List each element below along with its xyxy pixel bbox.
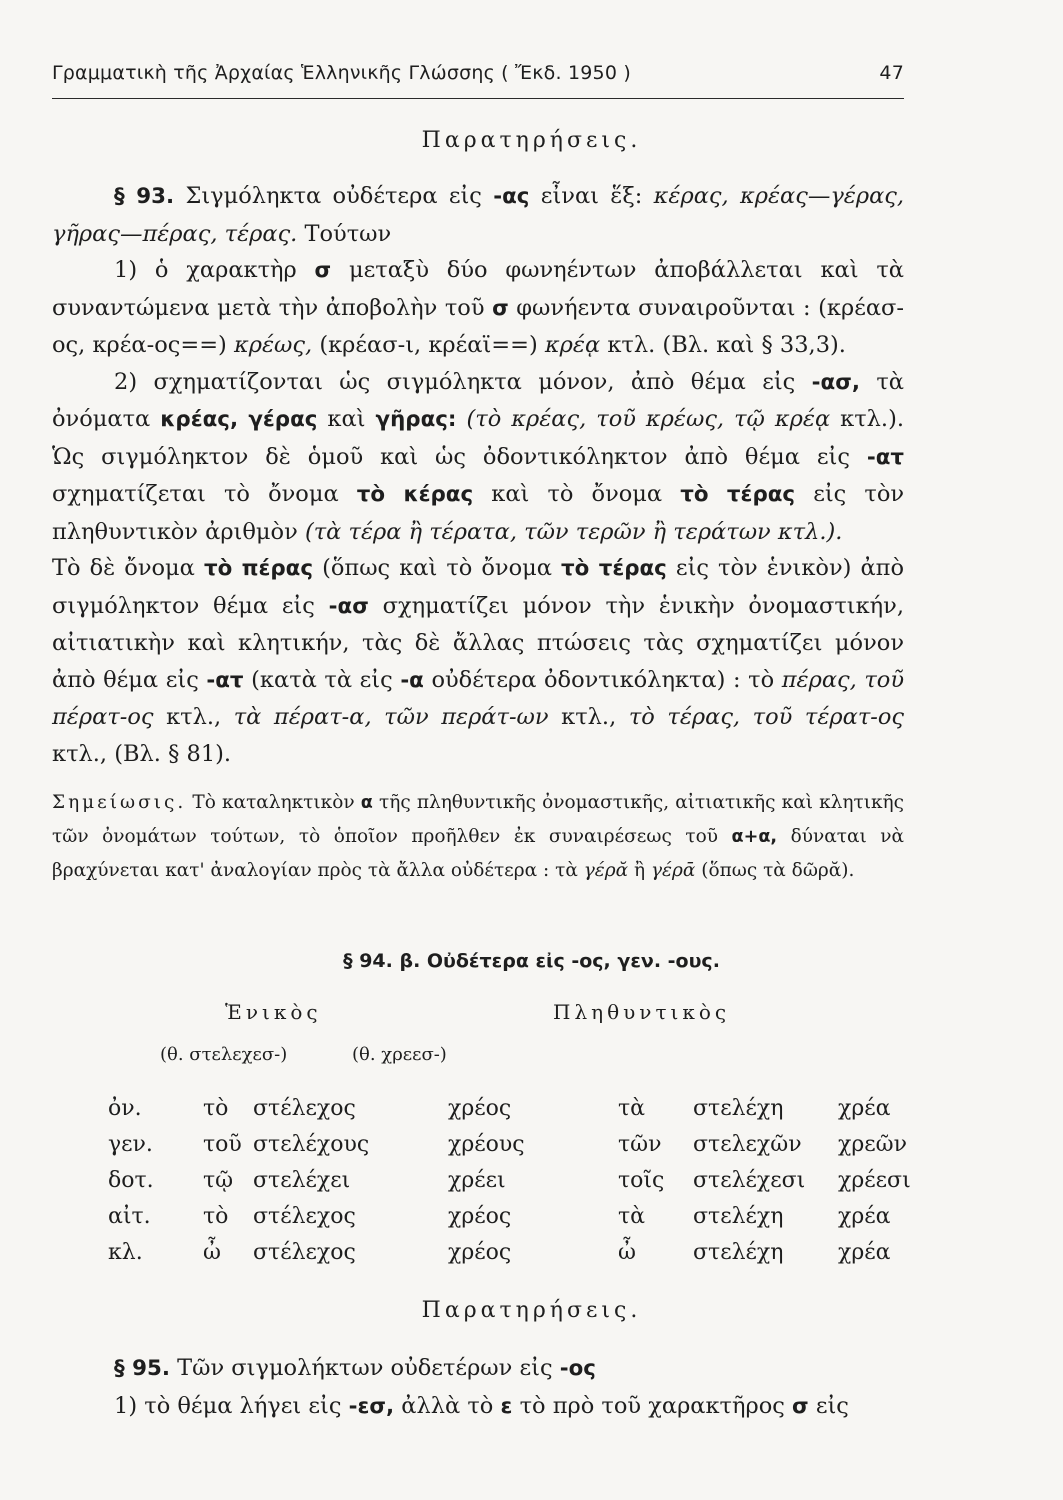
declension-cell-case: κλ. — [108, 1239, 143, 1265]
declension-cell-art-sg: ὦ — [203, 1239, 221, 1265]
declension-row — [108, 1126, 928, 1162]
declension-cell-w1-sg: στελέχει — [253, 1167, 351, 1193]
stem-label-2: (θ. χρεεσ-) — [352, 1044, 447, 1065]
declension-cell-art-pl: τὰ — [618, 1203, 646, 1229]
declension-cell-w1-sg: στέλεχος — [253, 1239, 356, 1265]
declension-cell-w2-sg: χρέει — [448, 1167, 506, 1193]
declension-cell-w2-sg: χρέος — [448, 1203, 512, 1229]
declension-cell-art-pl: τῶν — [618, 1131, 662, 1157]
declension-cell-w2-pl: χρεῶν — [838, 1131, 907, 1157]
declension-cell-art-pl: ὦ — [618, 1239, 636, 1265]
section-94-heading: § 94. β. Οὐδέτερα εἰς -ος, γεν. -ους. — [343, 950, 720, 972]
declension-row — [108, 1234, 928, 1270]
declension-cell-w1-sg: στελέχους — [253, 1131, 370, 1157]
declension-cell-case: γεν. — [108, 1131, 153, 1157]
declension-cell-w2-pl: χρέα — [838, 1239, 891, 1265]
section-95: § 95. Τῶν σιγμολήκτων οὐδετέρων εἰς -ος 1) τὸ θέμα λήγει εἰς -εσ, ἀλλὰ τὸ ε τὸ πρὸ τοῦ χαρακτῆρος σ εἰς — [114, 1355, 849, 1419]
declension-cell-w2-pl: χρέα — [838, 1203, 891, 1229]
declension-cell-w2-sg: χρέος — [448, 1095, 512, 1121]
note-label: Σημείωσις. — [52, 792, 187, 813]
declension-cell-w1-pl: στελέχη — [693, 1203, 784, 1229]
section-number: § 95. — [114, 1356, 170, 1381]
plural-label: Πληθυντικὸς — [553, 1000, 731, 1024]
declension-row — [108, 1198, 928, 1234]
singular-label: Ἑνικὸς — [225, 1000, 322, 1024]
note-paragraph: Σημείωσις. Τὸ καταληκτικὸν α τῆς πληθυντικῆς ὀνομαστικῆς, αἰτιατικῆς καὶ κλητικῆς τῶν ὀνομάτων τούτων, τὸ ὁποῖον προῆλθεν ἐκ συναιρέσεως τοῦ α+α, δύναται νὰ βραχύνεται κατ' ἀναλογίαν πρὸς τὰ ἄλλα οὐδέτερα : τὰ γέρᾰ ἢ γέρᾱ (ὅπως τὰ δῶρᾰ). — [52, 792, 905, 881]
declension-cell-art-sg: τὸ — [203, 1203, 229, 1229]
declension-cell-w2-pl: χρέεσι — [838, 1167, 911, 1193]
observations-heading: Παρατηρήσεις. — [421, 128, 642, 153]
declension-cell-w1-sg: στέλεχος — [253, 1203, 356, 1229]
page-number: 47 — [879, 62, 904, 84]
header-title: Γραμματικὴ τῆς Ἀρχαίας Ἑλληνικῆς Γλώσσης ( Ἔκδ. 1950 ) — [52, 62, 631, 84]
declension-cell-w1-pl: στελεχῶν — [693, 1131, 802, 1157]
declension-cell-w1-pl: στελέχη — [693, 1239, 784, 1265]
declension-cell-w2-sg: χρέος — [448, 1239, 512, 1265]
declension-cell-w2-sg: χρέους — [448, 1131, 525, 1157]
declension-cell-art-pl: τὰ — [618, 1095, 646, 1121]
declension-cell-art-sg: τῷ — [203, 1167, 234, 1193]
declension-cell-w1-sg: στέλεχος — [253, 1095, 356, 1121]
declension-cell-w1-pl: στελέχη — [693, 1095, 784, 1121]
section-number: § 93. — [114, 184, 175, 209]
stem-label-1: (θ. στελεχεσ-) — [160, 1044, 288, 1065]
declension-cell-case: ὀν. — [108, 1095, 142, 1121]
declension-cell-art-pl: τοῖς — [618, 1167, 665, 1193]
running-header — [52, 62, 904, 99]
declension-row — [108, 1090, 928, 1126]
declension-cell-w2-pl: χρέα — [838, 1095, 891, 1121]
declension-cell-case: αἰτ. — [108, 1203, 151, 1229]
observations-heading-2: Παρατηρήσεις. — [421, 1298, 642, 1323]
declension-cell-case: δοτ. — [108, 1167, 154, 1193]
declension-table — [108, 1090, 928, 1270]
declension-cell-w1-pl: στελέχεσι — [693, 1167, 806, 1193]
section-93: § 93. Σιγμόληκτα οὐδέτερα εἰς -ας εἶναι ἕξ: κέρας, κρέας—γέρας, γῆρας—πέρας, τέρας. Τούτων 1) ὁ χαρακτὴρ σ μεταξὺ δύο φωνηέντων ἀποβάλλεται καὶ τὰ συναντώμενα μετὰ τὴν ἀποβολὴν τοῦ σ φωνήεντα συναιροῦνται : (κρέασ-ος, κρέα-ος==) κρέως, (κρέασ-ι, κρέαϊ==) κρέᾳ κτλ. (Βλ. καὶ § 33,3). 2) σχηματίζονται ὡς σιγμόληκτα μόνον, ἀπὸ θέμα εἰς -ασ, τὰ ὀνόματα κρέας, γέρας καὶ γῆρας: (τὸ κρέας, τοῦ κρέως, τῷ κρέᾳ κτλ.). Ὡς σιγμόληκτον δὲ ὁμοῦ καὶ ὡς ὀδοντικόληκτον ἀπὸ θέμα εἰς -ατ σχηματίζεται τὸ ὄνομα τὸ κέρας καὶ τὸ ὄνομα τὸ τέρας εἰς τὸν πληθυντικὸν ἀριθμὸν (τὰ τέρα ἢ τέρατα, τῶν τερῶν ἢ τεράτων κτλ.). Τὸ δὲ ὄνομα τὸ πέρας (ὅπως καὶ τὸ ὄνομα τὸ τέρας εἰς τὸν ἑνικὸν) ἀπὸ σιγμόληκτον θέμα εἰς -ασ σχηματίζει μόνον τὴν ἑνικὴν ὀνομαστικήν, αἰτιατικὴν καὶ κλητικήν, τὰς δὲ ἄλλας πτώσεις τὰς σχηματίζει μόνον ἀπὸ θέμα εἰς -ατ (κατὰ τὰ εἰς -α οὐδέτερα ὀδοντικόληκτα) : τὸ πέρας, τοῦ πέρατ-ος κτλ., τὰ πέρατ-α, τῶν περάτ-ων κτλ., τὸ τέρας, τοῦ τέρατ-ος κτλ., (Βλ. § 81). — [52, 183, 905, 767]
declension-row — [108, 1162, 928, 1198]
declension-cell-art-sg: τὸ — [203, 1095, 229, 1121]
declension-cell-art-sg: τοῦ — [203, 1131, 242, 1157]
